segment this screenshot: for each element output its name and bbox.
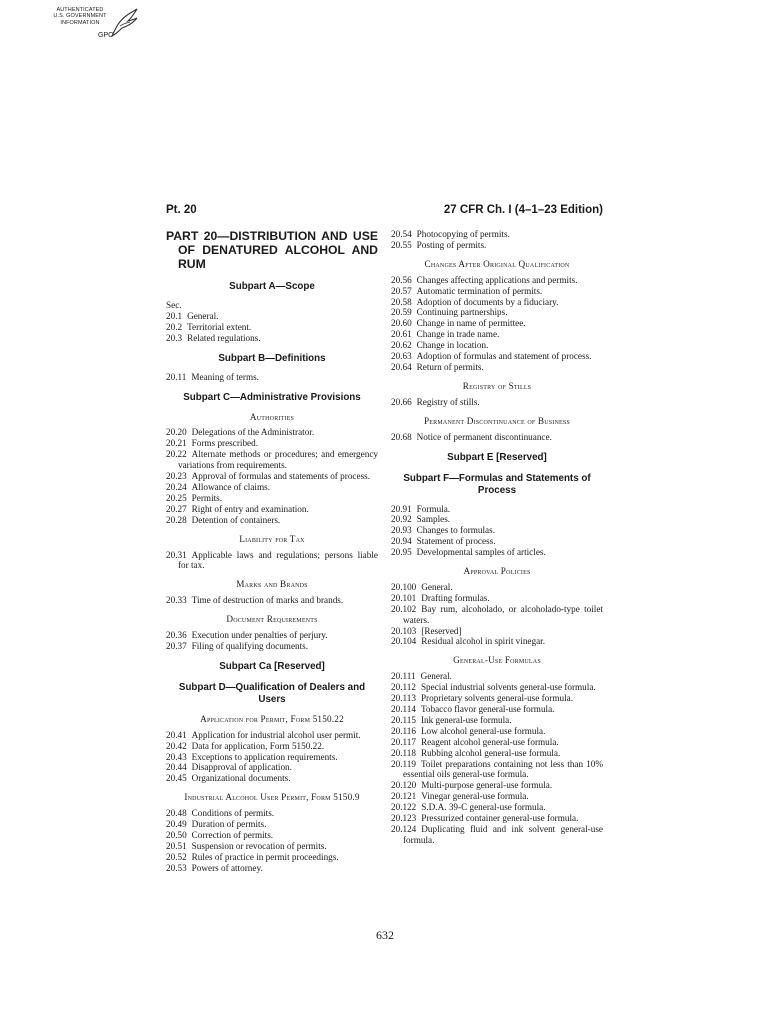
section-title: Photocopying of permits. (416, 229, 510, 239)
toc-entry (166, 427, 378, 438)
left-column (166, 229, 378, 874)
section-number: 20.117 (391, 736, 416, 747)
page-number: 632 (376, 928, 394, 942)
section-number: 20.21 (166, 438, 187, 449)
toc-entry (166, 515, 378, 526)
section-number: 20.94 (391, 536, 412, 547)
toc-entry (166, 863, 378, 874)
section-number: 20.102 (391, 603, 417, 614)
toc-entry (166, 730, 378, 741)
section-number: 20.103 (391, 625, 417, 636)
section-number: 20.2 (166, 321, 183, 332)
section-number: 20.22 (166, 449, 187, 460)
section-number: 20.49 (166, 819, 187, 830)
section-group-heading: Application for Permit, Form 5150.22 (200, 713, 344, 724)
section-title: S.D.A. 39-C general-use formula. (421, 802, 546, 813)
toc-entry (391, 351, 603, 362)
toc-entry (391, 802, 603, 813)
toc-entry (166, 630, 378, 641)
section-title: Organizational documents. (191, 773, 291, 784)
section-title: Data for application, Form 5150.22. (191, 740, 325, 751)
logo-gpo: GPO (98, 32, 114, 39)
subpart-heading: Subpart F—Formulas and Statements of Process (403, 472, 591, 496)
toc-entry (166, 819, 378, 830)
toc-entry (391, 318, 603, 329)
section-title: Change in location. (416, 340, 489, 351)
section-number: 20.95 (391, 547, 412, 558)
logo-line: U.S. GOVERNMENT (53, 13, 107, 20)
section-group-heading: Approval Policies (463, 566, 531, 577)
section-number: 20.56 (391, 274, 412, 285)
section-title: Execution under penalties of perjury. (191, 630, 328, 641)
section-title: Toilet preparations containing not less than 10% essential oils general-use formula. (403, 758, 603, 780)
toc-entry (166, 595, 378, 606)
section-title: Territorial extent. (187, 321, 252, 332)
part-title: PART 20—DISTRIBUTION AND USE OF DENATURED ALCOHOL AND RUM (166, 229, 378, 271)
section-number: 20.36 (166, 630, 187, 641)
section-title: Continuing partnerships. (416, 307, 508, 318)
toc-entry (166, 493, 378, 504)
toc-entry (391, 636, 603, 647)
toc-entry (391, 362, 603, 373)
toc-entry (166, 322, 378, 333)
toc-entry (166, 372, 378, 383)
section-number: 20.55 (391, 239, 412, 250)
section-title: Conditions of permits. (191, 808, 275, 819)
toc-entry (166, 762, 378, 773)
section-number: 20.92 (391, 514, 412, 525)
toc-entry (391, 536, 603, 547)
toc-entry (166, 550, 378, 572)
section-title: Special industrial solvents general-use formula. (420, 682, 596, 693)
section-number: 20.58 (391, 296, 412, 307)
toc-entry (166, 438, 378, 449)
toc-entry (391, 504, 603, 515)
section-title: General. (187, 310, 219, 321)
section-group-heading: General-Use Formulas (453, 655, 541, 666)
section-number: 20.119 (391, 758, 416, 769)
section-number: 20.54 (391, 229, 412, 239)
section-title: Multi-purpose general-use formula. (421, 780, 553, 791)
toc-entry (391, 397, 603, 408)
section-title: Change in name of permittee. (416, 318, 526, 329)
section-number: 20.124 (391, 823, 417, 834)
section-title: Alternate methods or procedures; and emergency variations from requirements. (178, 449, 378, 471)
toc-entry (391, 514, 603, 525)
section-title: Permits. (191, 492, 223, 503)
section-number: 20.100 (391, 581, 417, 592)
logo-line: AUTHENTICATED (56, 7, 104, 13)
toc-entry (391, 671, 603, 682)
section-title: Developmental samples of articles. (416, 547, 546, 558)
section-group-heading: Changes After Original Qualification (424, 258, 570, 269)
section-group-heading: Liability for Tax (239, 533, 305, 544)
toc-entry (391, 780, 603, 791)
toc-entry (391, 726, 603, 737)
toc-entry (391, 748, 603, 759)
section-number: 20.122 (391, 802, 417, 813)
toc-entry (391, 240, 603, 251)
section-title: Powers of attorney. (191, 862, 263, 873)
subpart-heading: Subpart B—Definitions (218, 352, 326, 364)
toc-entry (391, 275, 603, 286)
section-number: 20.41 (166, 729, 187, 740)
section-group-heading: Registry of Stills (462, 380, 532, 391)
section-number: 20.64 (391, 361, 412, 372)
section-number: 20.121 (391, 791, 417, 802)
toc-entry (391, 547, 603, 558)
section-title: Automatic termination of permits. (416, 285, 543, 296)
section-group-heading: Authorities (249, 411, 295, 422)
toc-entry (391, 791, 603, 802)
section-number: 20.113 (391, 693, 416, 704)
toc-entry (166, 773, 378, 784)
section-group-heading: Marks and Brands (236, 579, 308, 590)
section-title: Posting of permits. (416, 239, 487, 250)
toc-entry (391, 286, 603, 297)
section-title: Notice of permanent discontinuance. (416, 431, 552, 442)
toc-entry (166, 830, 378, 841)
toc-entry (166, 641, 378, 652)
section-title: Meaning of terms. (191, 371, 259, 382)
section-number: 20.62 (391, 340, 412, 351)
section-number: 20.23 (166, 471, 187, 482)
toc-entry (391, 682, 603, 693)
section-number: 20.45 (166, 773, 187, 784)
toc-entry (166, 471, 378, 482)
section-number: 20.52 (166, 851, 187, 862)
section-number: 20.48 (166, 808, 187, 819)
toc-entry (166, 741, 378, 752)
section-number: 20.57 (391, 285, 412, 296)
section-number: 20.25 (166, 492, 187, 503)
toc-entry (391, 704, 603, 715)
section-number: 20.59 (391, 307, 412, 318)
section-number: 20.104 (391, 636, 417, 647)
section-title: Samples. (416, 514, 451, 525)
toc-entry (391, 737, 603, 748)
sec-label: Sec. (166, 300, 182, 310)
section-title: Statement of process. (416, 536, 496, 547)
section-title: Changes affecting applications and permits. (416, 274, 578, 285)
section-title: Formula. (416, 503, 451, 514)
section-title: Tobacco flavor general-use formula. (420, 704, 555, 714)
section-title: General. (420, 671, 452, 682)
section-title: Applicable laws and regulations; persons liable for tax. (178, 549, 378, 571)
toc-entry (391, 329, 603, 340)
section-title: Adoption of formulas and statement of process. (416, 351, 592, 362)
toc-entry (391, 229, 603, 240)
section-title: Pressurized container general-use formula. (421, 813, 579, 824)
eagle-icon (106, 6, 140, 40)
section-group-heading: Permanent Discontinuance of Business (424, 415, 570, 426)
subpart-heading: Subpart E [Reserved] (447, 451, 547, 463)
section-group-heading: Document Requirements (226, 614, 318, 625)
toc-entry (391, 604, 603, 626)
section-number: 20.43 (166, 751, 187, 762)
toc-entry (391, 525, 603, 536)
section-title: Return of permits. (416, 361, 484, 372)
section-title: Approval of formulas and statements of process. (191, 471, 371, 482)
section-number: 20.51 (166, 840, 187, 851)
section-title: Vinegar general-use formula. (421, 791, 529, 802)
toc-entry (166, 504, 378, 515)
section-title: Suspension or revocation of permits. (191, 840, 327, 851)
section-title: Time of destruction of marks and brands. (191, 595, 344, 606)
toc-entry (391, 626, 603, 637)
section-group-heading: Industrial Alcohol User Permit, Form 5150.9 (184, 792, 360, 803)
section-title: Reagent alcohol general-use formula. (420, 736, 559, 747)
subpart-heading: Subpart Ca [Reserved] (219, 660, 325, 672)
toc-entry (166, 852, 378, 863)
section-number: 20.114 (391, 704, 416, 714)
section-number: 20.11 (166, 371, 187, 382)
subpart-heading: Subpart C—Administrative Provisions (183, 391, 361, 403)
section-title: Rubbing alcohol general-use formula. (420, 747, 561, 758)
subpart-heading: Subpart D—Qualification of Dealers and Users (178, 681, 366, 705)
section-title: Filing of qualifying documents. (191, 640, 309, 651)
section-number: 20.91 (391, 503, 412, 514)
toc-entry (391, 715, 603, 726)
section-number: 20.37 (166, 640, 187, 651)
toc-entry (391, 693, 603, 704)
toc-entry (391, 824, 603, 846)
toc-entry (391, 582, 603, 593)
section-title: General. (421, 581, 453, 592)
section-number: 20.118 (391, 747, 416, 758)
section-title: Exceptions to application requirements. (191, 751, 338, 762)
toc-entry (166, 449, 378, 471)
section-title: Bay rum, alcoholado, or alcoholado-type toilet waters. (403, 603, 603, 625)
toc-entry (166, 482, 378, 493)
section-title: Detention of containers. (191, 514, 281, 525)
section-number: 20.42 (166, 740, 187, 751)
toc-entry (166, 311, 378, 322)
section-title: Correction of permits. (191, 830, 274, 840)
toc-entry (166, 752, 378, 763)
logo-text (52, 7, 108, 26)
section-number: 20.120 (391, 780, 417, 791)
logo-line: INFORMATION (60, 19, 100, 26)
section-number: 20.101 (391, 592, 417, 603)
section-title: Adoption of documents by a fiduciary. (416, 296, 559, 307)
section-title: Changes to formulas. (416, 525, 496, 536)
section-number: 20.115 (391, 714, 416, 725)
toc-entry (166, 841, 378, 852)
section-number: 20.53 (166, 862, 187, 873)
section-number: 20.33 (166, 595, 187, 606)
section-title: Ink general-use formula. (420, 714, 512, 725)
section-number: 20.31 (166, 549, 187, 560)
section-number: 20.3 (166, 332, 183, 343)
toc-entry (166, 808, 378, 819)
toc-entry (391, 759, 603, 781)
section-number: 20.68 (391, 431, 412, 442)
section-title: Disapproval of application. (191, 762, 292, 773)
section-title: Registry of stills. (416, 396, 480, 407)
section-title: Drafting formulas. (421, 592, 490, 603)
section-number: 20.60 (391, 318, 412, 329)
section-number: 20.112 (391, 682, 416, 693)
running-head-edition: 27 CFR Ch. I (4–1–23 Edition) (443, 204, 603, 216)
section-title: Delegations of the Administrator. (191, 427, 315, 438)
section-number: 20.63 (391, 351, 412, 362)
toc-entry (391, 593, 603, 604)
gpo-authentication-logo (52, 6, 142, 46)
section-number: 20.93 (391, 525, 412, 536)
section-number: 20.116 (391, 725, 416, 736)
section-title: Right of entry and examination. (191, 503, 309, 514)
section-title: Rules of practice in permit proceedings. (191, 851, 339, 862)
section-title: Forms prescribed. (191, 438, 259, 449)
section-title: Proprietary solvents general-use formula. (420, 693, 573, 704)
section-number: 20.111 (391, 671, 416, 682)
section-number: 20.50 (166, 830, 187, 840)
toc-entry (391, 307, 603, 318)
toc-entry (391, 432, 603, 443)
section-number: 20.27 (166, 503, 187, 514)
toc-entry (391, 297, 603, 308)
section-number: 20.66 (391, 396, 412, 407)
section-title: Low alcohol general-use formula. (420, 725, 546, 736)
section-title: Related regulations. (187, 332, 261, 343)
section-title: Allowance of claims. (191, 481, 270, 492)
toc-entry (166, 333, 378, 344)
section-title: Duration of permits. (191, 819, 267, 830)
toc-entry (391, 340, 603, 351)
section-number: 20.1 (166, 310, 183, 321)
running-head-part: Pt. 20 (166, 204, 197, 216)
section-number: 20.28 (166, 514, 187, 525)
subpart-heading: Subpart A—Scope (229, 281, 315, 292)
section-number: 20.61 (391, 329, 412, 340)
section-number: 20.123 (391, 813, 417, 824)
section-number: 20.20 (166, 427, 187, 438)
section-title: Residual alcohol in spirit vinegar. (421, 636, 546, 647)
section-title: Change in trade name. (416, 329, 500, 340)
section-title: [Reserved] (421, 625, 462, 636)
toc-entry (391, 813, 603, 824)
section-number: 20.24 (166, 481, 187, 492)
section-title: Application for industrial alcohol user permit. (191, 729, 361, 740)
right-column (391, 229, 603, 846)
section-number: 20.44 (166, 762, 187, 773)
section-title: Duplicating fluid and ink solvent general-use formula. (403, 823, 603, 845)
